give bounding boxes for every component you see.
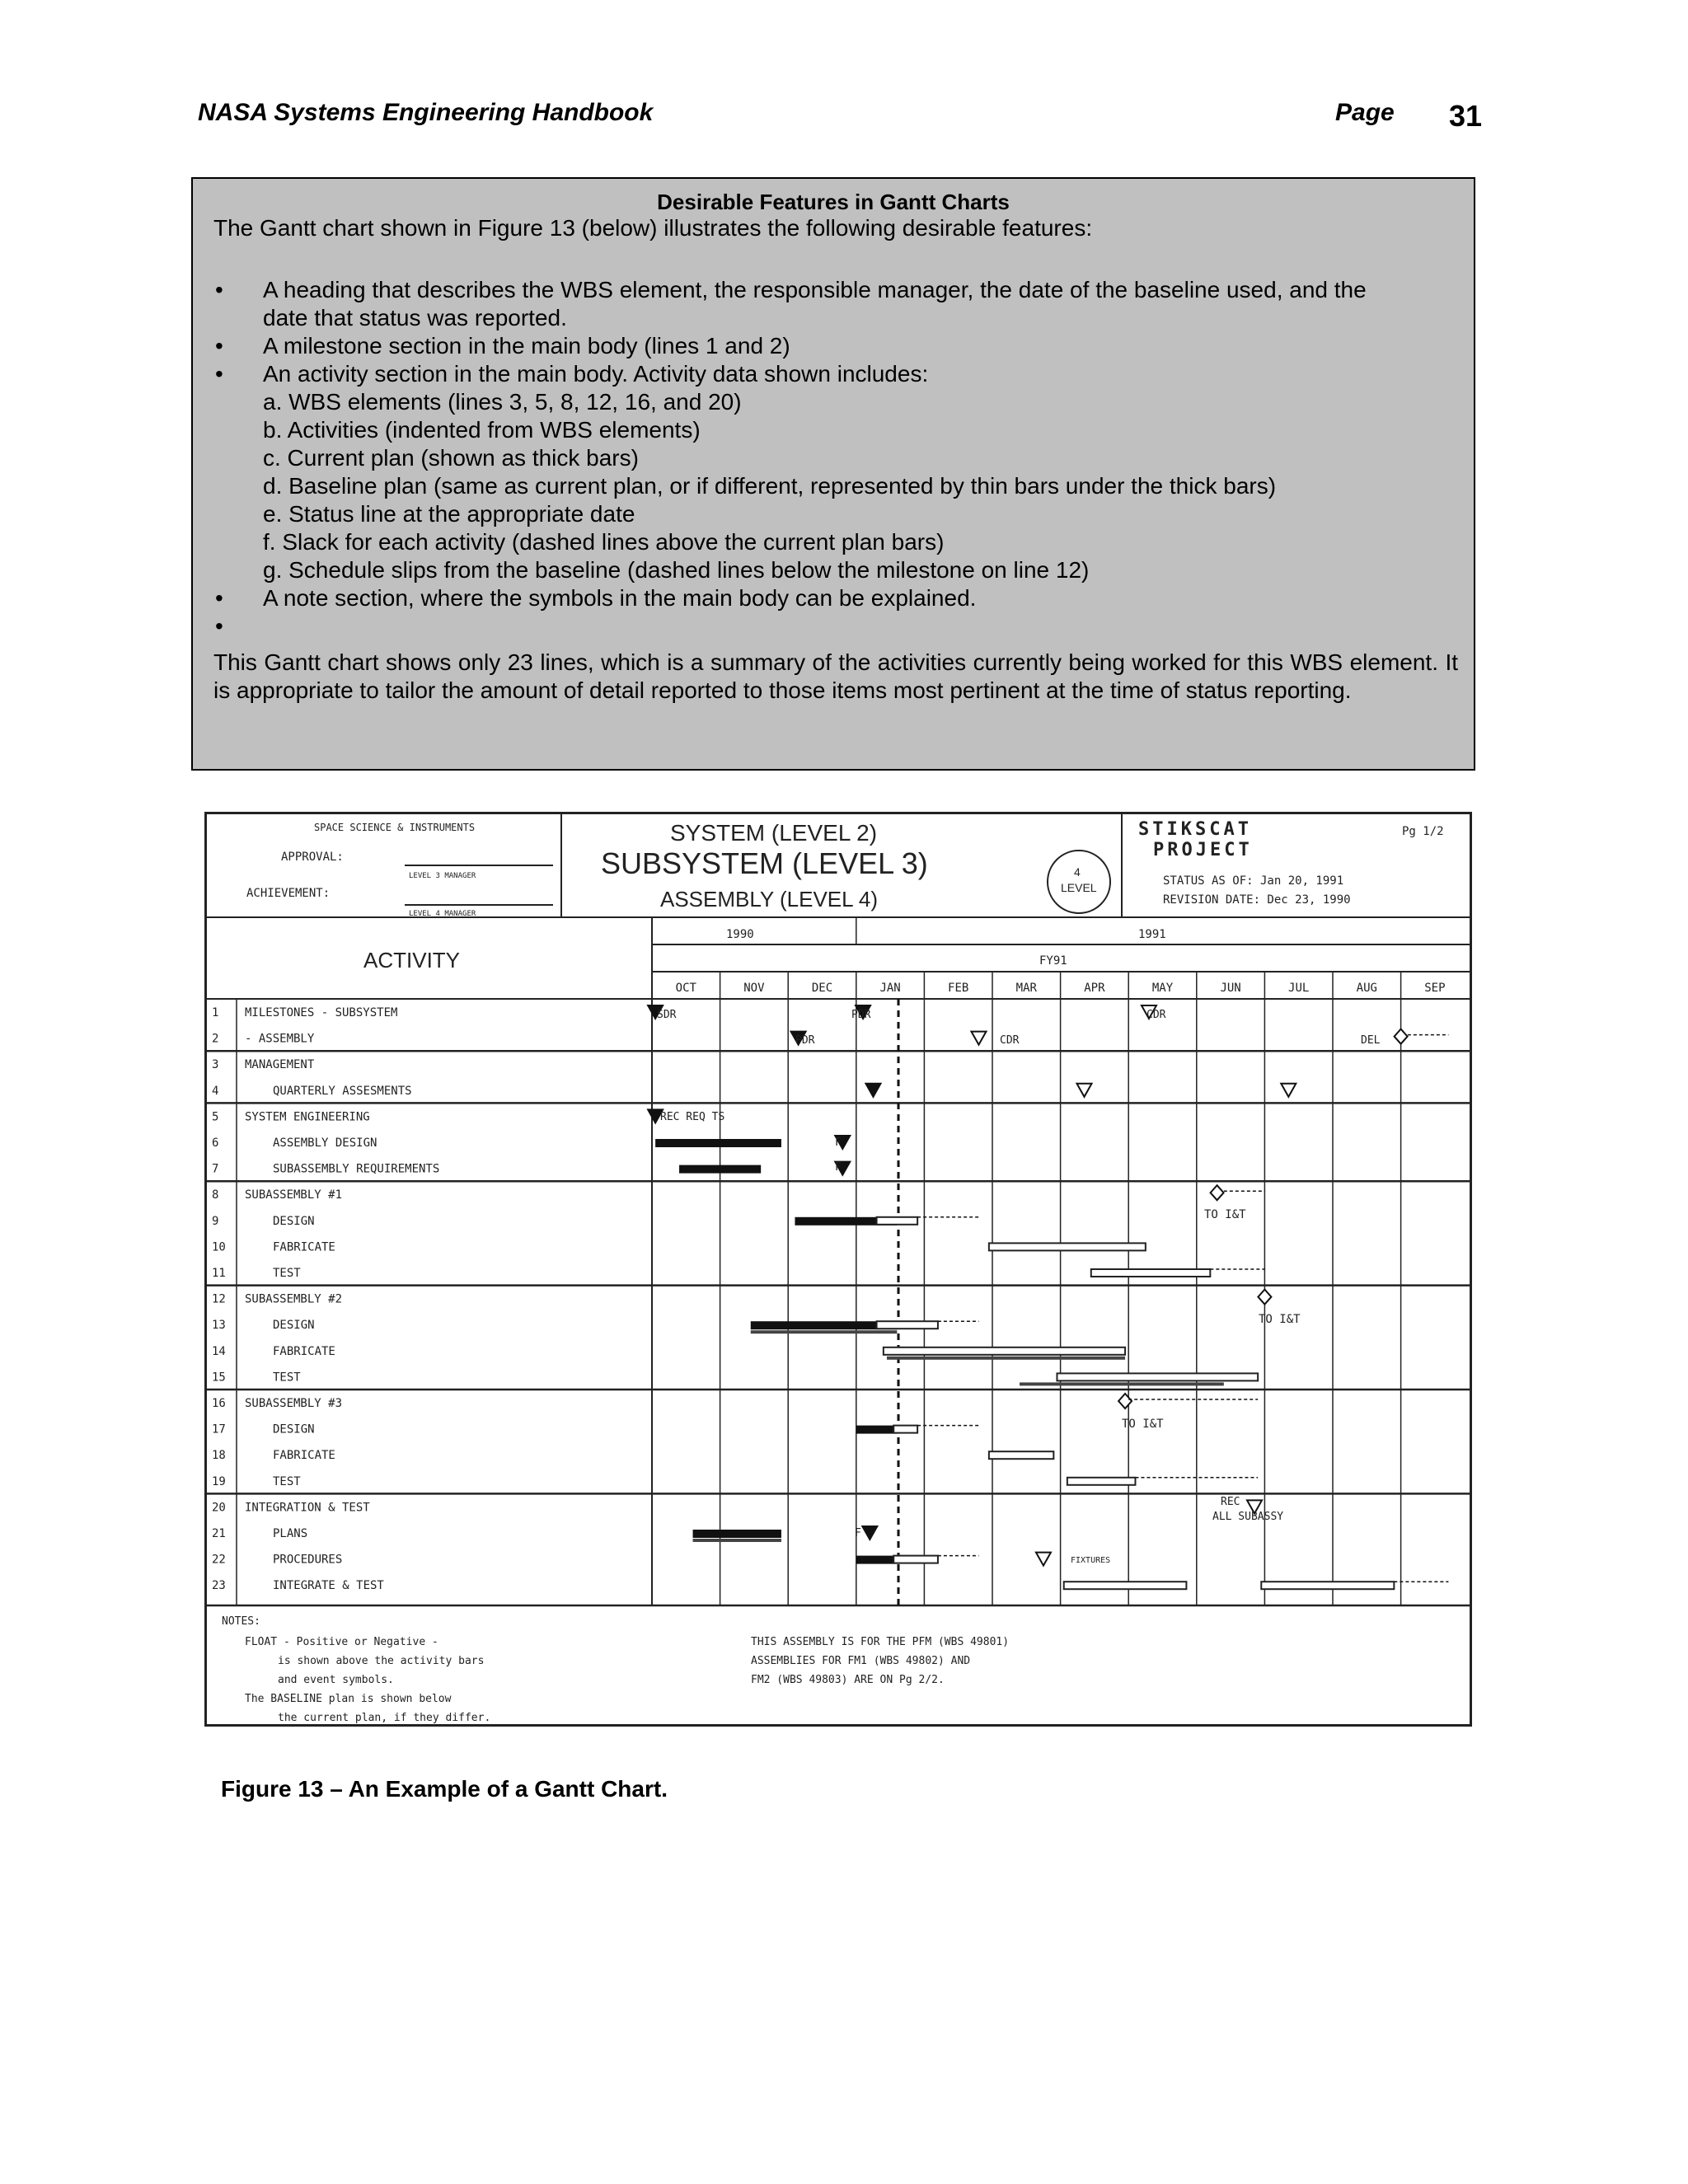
all-subassy-label: ALL SUBASSY [1212,1511,1284,1523]
sub-item-e: e. Status line at the appropriate date [263,501,635,527]
row-number: 3 [212,1058,219,1072]
row-number: 7 [212,1162,219,1176]
row-number: 2 [212,1032,219,1046]
row-label: TEST [273,1371,301,1385]
row-label: FABRICATE [273,1240,335,1254]
row-number: 12 [212,1292,226,1306]
row-number: 6 [212,1137,219,1150]
achievement-label: ACHIEVEMENT: [246,887,331,900]
month-label-jul: JUL [1288,982,1310,995]
row-number: 19 [212,1474,226,1488]
planned-open-bar [893,1426,917,1433]
month-label-mar: MAR [1015,982,1037,995]
to-it-label-1: TO I&T [1204,1208,1246,1221]
notes-right-1: THIS ASSEMBLY IS FOR THE PFM (WBS 49801) [751,1636,1010,1648]
row-label: DESIGN [273,1214,315,1228]
row-label: MANAGEMENT [245,1058,315,1072]
sub-item-b: b. Activities (indented from WBS elements) [263,417,701,443]
baseline-bar [751,1330,898,1333]
milestone-filled-icon [865,1084,880,1097]
row-label: INTEGRATION & TEST [245,1501,370,1515]
milestone-filled-icon [862,1526,877,1540]
system-title: SYSTEM (LEVEL 2) [670,820,878,846]
box-title: Desirable Features in Gantt Charts [657,190,1010,214]
current-plan-bar [679,1165,761,1174]
month-label-jan: JAN [879,982,901,995]
header-texts [246,819,1444,972]
level-badge-text: LEVEL [1061,881,1097,894]
month-label-aug: AUG [1356,982,1377,995]
planned-open-bar [1064,1582,1187,1589]
status-as-of: STATUS AS OF: Jan 20, 1991 [1163,874,1344,888]
page-label: Page [1335,99,1395,126]
planned-open-bar [1091,1269,1211,1277]
row-number: 11 [212,1267,226,1280]
planned-open-bar [1261,1582,1394,1589]
bullet-dot: • [215,333,223,359]
row-label: TEST [273,1267,301,1280]
row-number: 23 [212,1579,226,1593]
baseline-bar [693,1539,781,1542]
approval-label: APPROVAL: [281,851,344,864]
notes-left-4: The BASELINE plan is shown below [245,1693,452,1705]
level4-manager-label: LEVEL 4 MANAGER [409,910,476,918]
baseline-bar [887,1357,1125,1360]
month-label-sep: SEP [1424,982,1446,995]
planned-open-bar [877,1321,938,1329]
row-label: TEST [273,1474,301,1488]
planned-open-bar [989,1243,1146,1250]
bullet-empty [213,612,1450,640]
row-number: 16 [212,1397,226,1410]
to-it-label-3: TO I&T [1122,1418,1164,1431]
year-1991: 1991 [1138,928,1166,941]
chart-annotations [657,1009,1381,1565]
sub-item-g: g. Schedule slips from the baseline (dashed lines below the milestone on line 12) [263,557,1090,583]
planned-open-bar [884,1347,1125,1355]
row-label: FABRICATE [273,1344,335,1358]
year-1990: 1990 [726,928,754,941]
gantt-chart-figure [204,812,1472,1727]
milestone-open-icon [1281,1084,1296,1097]
row-label: ASSEMBLY DESIGN [273,1137,377,1150]
float-label-21: F [855,1527,861,1540]
notes-section [222,1615,1009,1724]
activity-header: ACTIVITY [363,948,461,972]
current-plan-bar [856,1426,898,1434]
month-label-nov: NOV [743,982,765,995]
sub-item-f: f. Slack for each activity (dashed lines above the current plan bars) [263,529,945,555]
month-label-apr: APR [1084,982,1105,995]
row-label: SUBASSEMBLY #2 [245,1292,343,1306]
handbook-title: NASA Systems Engineering Handbook [198,99,654,126]
row-label: DESIGN [273,1319,315,1333]
row-number: 10 [212,1240,226,1254]
cdr-label-assembly: CDR [1000,1034,1020,1047]
level3-manager-label: LEVEL 3 MANAGER [409,872,476,880]
delivery-diamond-icon [1211,1185,1224,1200]
row-number: 9 [212,1214,219,1228]
sub-item-a: a. WBS elements (lines 3, 5, 8, 12, 16, and 20) [263,389,742,415]
notes-left-2: is shown above the activity bars [278,1655,485,1667]
current-plan-bar [655,1139,781,1147]
bullet-notes: • A note section, where the symbols in the main body can be explained. [215,585,977,611]
baseline-bar [1020,1382,1224,1385]
project-label: PROJECT [1153,840,1253,860]
row-number: 1 [212,1006,219,1019]
milestone-open-icon [1077,1084,1092,1097]
row-number: 4 [212,1084,219,1098]
sdr-label: SDR [657,1009,677,1021]
row-number: 14 [212,1344,226,1358]
gantt-svg [207,814,1470,1724]
notes-left-3: and event symbols. [278,1674,394,1686]
gantt-bars [648,999,1448,1605]
month-label-jun: JUN [1220,982,1241,995]
project-name: STIKSCAT [1138,819,1252,840]
subsystem-title: SUBSYSTEM (LEVEL 3) [601,846,928,880]
fixtures-label: FIXTURES [1071,1556,1111,1565]
revision-date: REVISION DATE: Dec 23, 1990 [1163,893,1351,907]
row-number: 18 [212,1449,226,1463]
bullet-milestone: • A milestone section in the main body (lines 1 and 2) [215,333,790,359]
row-number: 21 [212,1527,226,1540]
planned-open-bar [893,1556,938,1563]
row-number: 13 [212,1319,226,1333]
month-label-feb: FEB [948,982,969,995]
month-label-dec: DEC [811,982,833,995]
delivery-diamond-icon [1395,1029,1408,1044]
sub-item-d: d. Baseline plan (same as current plan, or if different, represented by thin bars under the thick bars) [263,473,1277,499]
row-label: SUBASSEMBLY REQUIREMENTS [273,1162,440,1176]
row-label: FABRICATE [273,1449,335,1463]
sub-item-c: c. Current plan (shown as thick bars) [263,445,639,471]
milestone-open-icon [971,1032,986,1045]
row-label: SYSTEM ENGINEERING [245,1110,370,1124]
current-plan-bar [856,1556,898,1564]
bullet-dot: • [215,277,223,302]
gantt-grid [207,917,1470,1605]
desirable-features-box [191,177,1475,771]
del-label: DEL [1361,1034,1381,1047]
box-intro: The Gantt chart shown in Figure 13 (below) illustrates the following desirable features: [213,215,1093,241]
month-label-oct: OCT [675,982,696,995]
planned-open-bar [877,1217,918,1225]
planned-open-bar [1057,1373,1258,1380]
fiscal-year: FY91 [1039,954,1067,968]
notes-left-5: the current plan, if they differ. [278,1712,491,1724]
planned-open-bar [989,1451,1053,1459]
bullet-heading: • A heading that describes the WBS element, the responsible manager, the date of the baseline used, and the date that status was reported. [215,277,1367,330]
row-label: PROCEDURES [273,1553,343,1567]
row-number: 17 [212,1422,226,1436]
row-label: PLANS [273,1527,308,1540]
row-label: MILESTONES - SUBSYSTEM [245,1006,398,1019]
feature-list [213,276,1450,640]
row-label: INTEGRATE & TEST [273,1579,384,1593]
bullet-dot: • [215,585,223,611]
row-label: DESIGN [273,1422,315,1436]
cdr-label-subsystem: CDR [1146,1009,1166,1021]
month-label-may: MAY [1151,982,1174,995]
row-number: 20 [212,1501,226,1515]
to-it-label-2: TO I&T [1259,1313,1301,1326]
notes-left-1: FLOAT - Positive or Negative - [245,1636,438,1648]
float-label-6: F [835,1137,842,1149]
row-number: 5 [212,1110,219,1124]
float-label-7: F [835,1161,842,1174]
current-plan-bar [751,1321,898,1329]
delivery-diamond-icon [1118,1394,1132,1408]
delivery-diamond-icon [1258,1290,1271,1305]
page-number: 31 [1449,99,1483,133]
assembly-title: ASSEMBLY (LEVEL 4) [660,887,878,912]
level-badge-number: 4 [1074,865,1081,879]
milestone-open-icon [1036,1553,1051,1566]
rec-label: REC [1221,1496,1240,1508]
bullet-dot: • [215,613,223,639]
row-number: 8 [212,1188,219,1202]
notes-label: NOTES: [222,1615,260,1628]
row-label: SUBASSEMBLY #1 [245,1188,343,1202]
notes-right-3: FM2 (WBS 49803) ARE ON Pg 2/2. [751,1674,945,1686]
row-label: QUARTERLY ASSESMENTS [273,1084,412,1098]
pdr-label-subsystem: PDR [851,1009,871,1021]
gantt-rows [212,1006,439,1592]
row-number: 15 [212,1371,226,1385]
notes-right-2: ASSEMBLIES FOR FM1 (WBS 49802) AND [751,1655,971,1667]
summary-paragraph: This Gantt chart shows only 23 lines, which is a summary of the activities currently being worked for this WBS element. It is appropriate to tailor the amount of detail reported to those items most pertinent at the time of status reporting. [213,649,1458,703]
figure-caption: Figure 13 – An Example of a Gantt Chart. [221,1776,668,1802]
row-label: - ASSEMBLY [245,1032,315,1046]
bullet-activity: • An activity section in the main body. Activity data shown includes: a. WBS elements (lines 3, 5, 8, 12, 16, and 20) b. Activities (indented from WBS elements) c. Current plan (shown as thick bars) d. Baseline plan (same as current plan, or if different, represented by thin bars under the thick bars) e. Status line at the appropriate date f. Slack for each activity (dashed lines above the current plan bars) g. Schedule slips from the baseline (dashed lines below the milestone on line 12) [213,360,1450,584]
page-ref: Pg 1/2 [1402,825,1444,838]
current-plan-bar [693,1530,781,1538]
rec-req-ts-label: REC REQ TS [660,1111,725,1123]
row-label: SUBASSEMBLY #3 [245,1397,343,1410]
pdr-label-assembly: PDR [795,1034,815,1047]
bullet-dot: • [215,361,223,387]
row-number: 22 [212,1553,226,1567]
org-label: SPACE SCIENCE & INSTRUMENTS [314,822,476,833]
planned-open-bar [1067,1478,1136,1485]
